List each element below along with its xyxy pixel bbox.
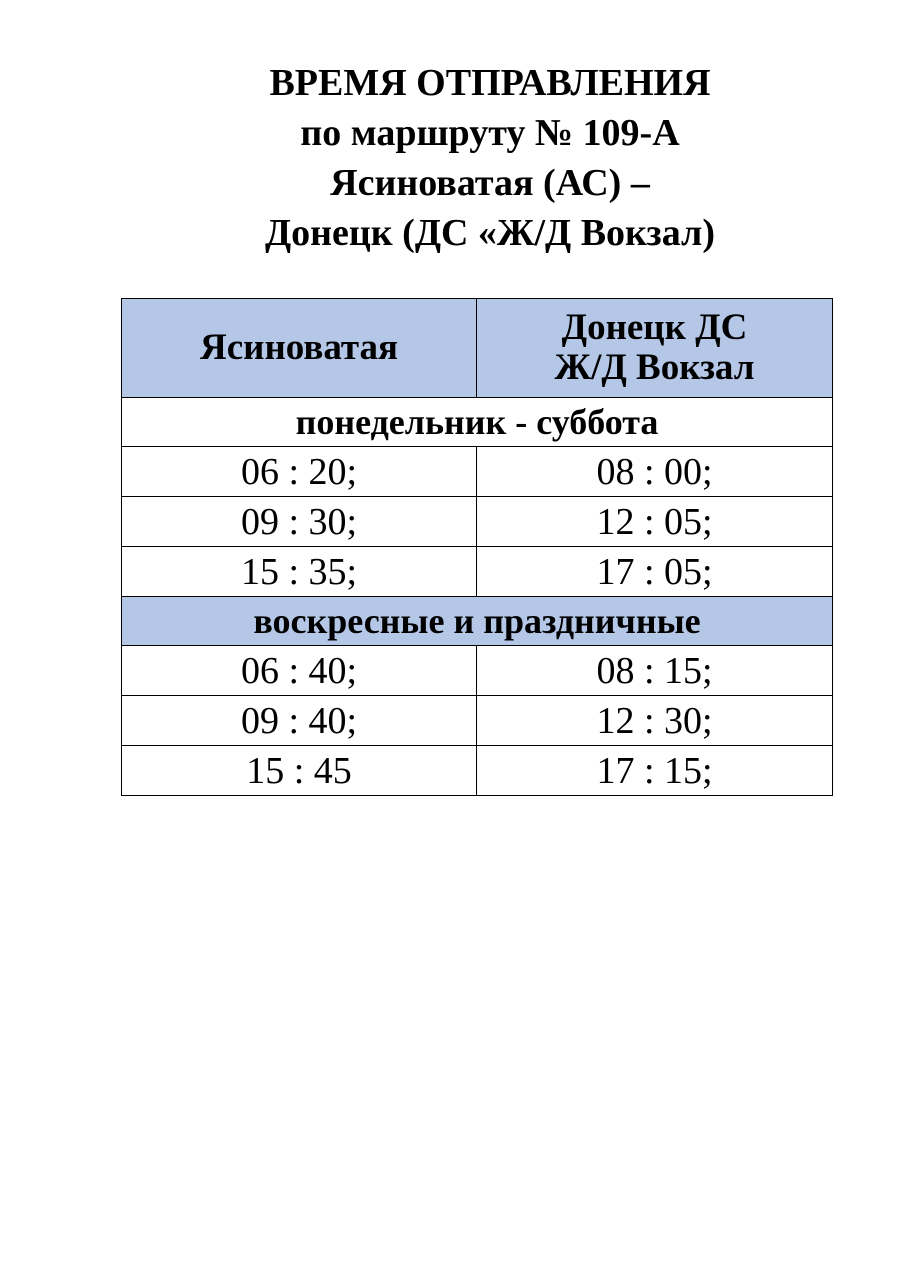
header-donetsk-line-1: Донецк ДС [561, 307, 748, 348]
schedule-title [0, 58, 905, 258]
departure-yasinovataya: 09 : 40; [122, 696, 477, 746]
departure-donetsk: 12 : 30; [477, 696, 833, 746]
departure-donetsk: 08 : 15; [477, 646, 833, 696]
table-row [122, 696, 833, 746]
departure-donetsk: 08 : 00; [477, 447, 833, 497]
section-holiday-label: воскресные и праздничные [122, 597, 833, 646]
departure-yasinovataya: 09 : 30; [122, 497, 477, 547]
table-row [122, 547, 833, 597]
departure-donetsk: 17 : 05; [477, 547, 833, 597]
header-yasinovataya [122, 299, 477, 398]
departure-table [121, 298, 833, 796]
table-row [122, 746, 833, 796]
section-weekday [122, 398, 833, 447]
header-donetsk [477, 299, 833, 398]
departure-donetsk: 12 : 05; [477, 497, 833, 547]
section-holiday [122, 597, 833, 646]
departure-yasinovataya: 15 : 35; [122, 547, 477, 597]
departure-yasinovataya: 15 : 45 [122, 746, 477, 796]
table-row [122, 447, 833, 497]
table-row [122, 646, 833, 696]
header-yasinovataya-label: Ясиноватая [199, 327, 399, 368]
title-line-4: Донецк (ДС «Ж/Д Вокзал) [264, 212, 716, 254]
departure-donetsk: 17 : 15; [477, 746, 833, 796]
title-line-1: ВРЕМЯ ОТПРАВЛЕНИЯ [269, 62, 711, 104]
title-line-3: Ясиноватая (АС) – [330, 162, 650, 204]
departure-yasinovataya: 06 : 20; [122, 447, 477, 497]
title-line-2: по маршруту № 109-А [300, 112, 680, 154]
departure-yasinovataya: 06 : 40; [122, 646, 477, 696]
header-donetsk-line-2: Ж/Д Вокзал [554, 347, 755, 388]
table-header-row [122, 299, 833, 398]
section-weekday-label: понедельник - суббота [122, 398, 833, 447]
table-row [122, 497, 833, 547]
